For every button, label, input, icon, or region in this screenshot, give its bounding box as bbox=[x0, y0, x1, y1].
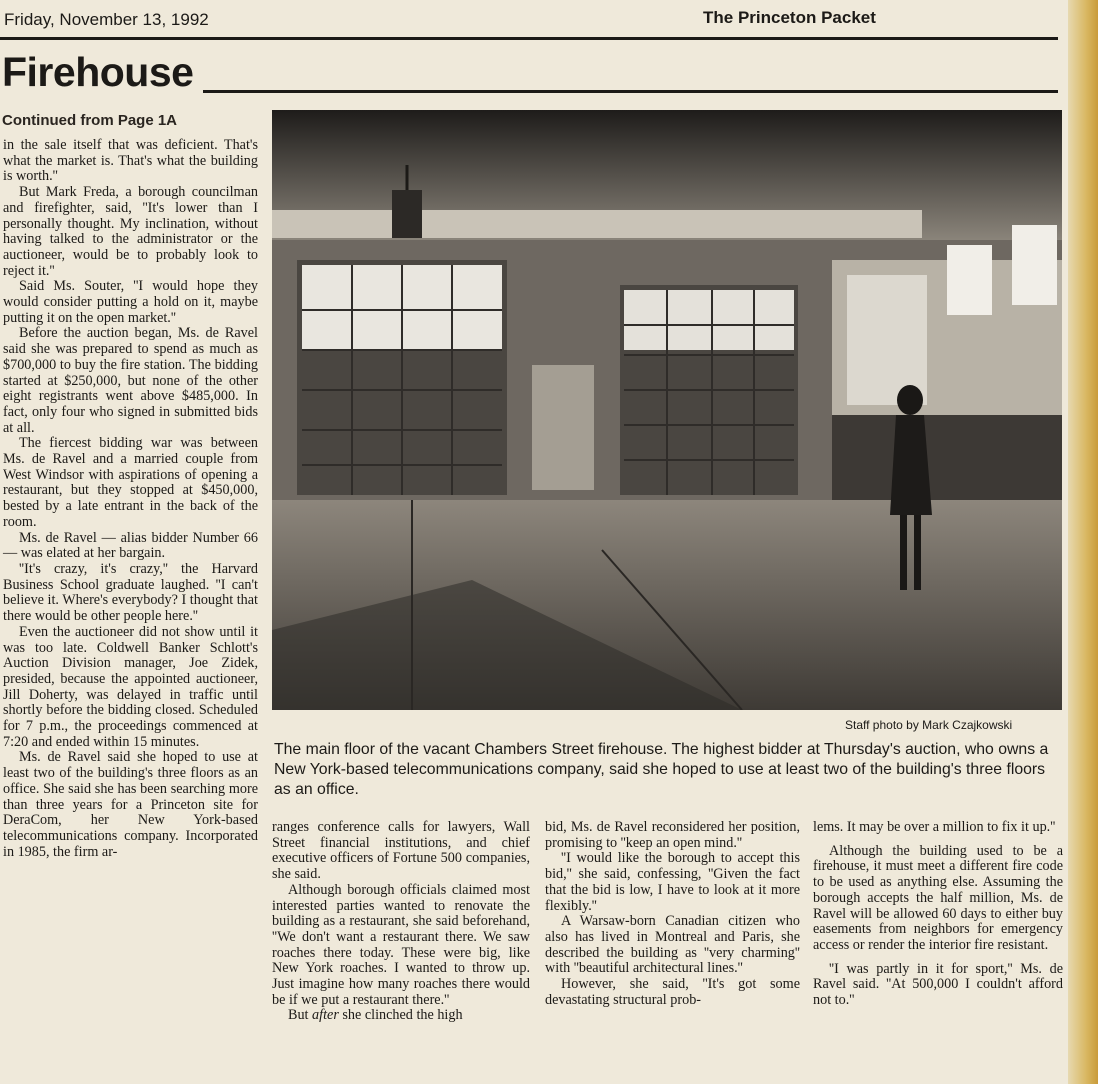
article-column-1 bbox=[3, 138, 258, 860]
paragraph: Although borough officials claimed most interested parties wanted to renovate the building as a restaurant, she said beforehand, ''We don't want a restaurant there. We saw roaches there today. These were big, like New York roaches. I wanted to throw up. Just imagine how many roaches there would be if we put a restaurant there.'' bbox=[272, 881, 530, 1008]
paragraph: Ms. de Ravel said she hoped to use at least two of the building's three floors as an office. She said she has been searching more than three years for a Princeton site for DeraCom, her New York-based telecommunications company. Incorporated in 1985, the firm ar- bbox=[3, 749, 258, 860]
paragraph: Although the building used to be a firehouse, it must meet a different fire code to be used as anything else. Assuming the borough accepts the half million, Ms. de Ravel will be allowed 60 days to either buy easements from neighbors for emergency access or render the interior fire resistant. bbox=[813, 842, 1063, 953]
header-rule bbox=[0, 37, 1058, 40]
paragraph-last: But after she clinched the high bbox=[288, 1007, 463, 1024]
headline-rule bbox=[203, 90, 1058, 93]
firehouse-photo bbox=[272, 110, 1062, 710]
paragraph: ranges conference calls for lawyers, Wall Street financial institutions, and chief executive officers of Fortune 500 companies, she said. bbox=[272, 819, 530, 883]
photo-caption: The main floor of the vacant Chambers Street firehouse. The highest bidder at Thursday's auction, who owns a New York-based telecommunications company, said she hoped to use at least two of the building's three floors as an office. bbox=[274, 741, 1049, 798]
firehouse-interior-image bbox=[272, 110, 1062, 710]
photo-credit: Staff photo by Mark Czajkowski bbox=[845, 718, 1013, 732]
paragraph: Before the auction began, Ms. de Ravel said she was prepared to spend as much as $700,000 to buy the fire station. The bidding started at $250,000, but none of the other eight registrants went above $485,000. In fact, only four who signed in submitted bids at all. bbox=[3, 325, 258, 436]
paragraph: Said Ms. Souter, ''I would hope they would consider putting a hold on it, maybe putting it on the open market.'' bbox=[3, 278, 258, 326]
paragraph: ''It's crazy, it's crazy,'' the Harvard Business School graduate laughed. ''I can't believe it. Where's everybody? I thought that there would be other people here.'' bbox=[3, 560, 258, 625]
article-column-2 bbox=[272, 820, 530, 1024]
paragraph: ''I was partly in it for sport,'' Ms. de Ravel said. ''At 500,000 I couldn't afford not to.'' bbox=[813, 960, 1063, 1009]
paragraph: lems. It may be over a million to fix it up.'' bbox=[813, 819, 1056, 835]
page-edge bbox=[1068, 0, 1098, 1084]
publication-name: The Princeton Packet bbox=[703, 8, 876, 27]
article-column-3 bbox=[545, 820, 800, 1008]
paragraph: However, she said, ''It's got some devastating structural prob- bbox=[545, 976, 800, 1008]
paragraph: Even the auctioneer did not show until it was too late. Coldwell Banker Schlott's Auction Division manager, Joe Zidek, presided, because the appointed auctioneer, Jill Doherty, was delayed in traffic until shortly before the bidding closed. Scheduled for 7 p.m., the proceedings commenced at 7:20 and ended within 15 minutes. bbox=[3, 623, 258, 750]
continued-label: Continued from Page 1A bbox=[2, 112, 178, 129]
paragraph: A Warsaw-born Canadian citizen who also has lived in Montreal and Paris, she described the building as ''very charming'' with ''beautiful architectural lines.'' bbox=[545, 913, 800, 977]
paragraph: But Mark Freda, a borough councilman and firefighter, said, ''It's lower than I personally thought. My inclination, without having talked to the administrator or the auctioneer, would be to probably look to reject it.'' bbox=[3, 184, 258, 279]
paragraph: The fiercest bidding war was between Ms. de Ravel and a married couple from West Windsor with aspirations of opening a restaurant, but they stopped at $450,000, bested by a late entrant in the back of the room. bbox=[3, 435, 258, 530]
article-column-4 bbox=[813, 820, 1063, 1009]
headline: Firehouse bbox=[2, 49, 194, 95]
issue-date: Friday, November 13, 1992 bbox=[4, 10, 209, 29]
paragraph: Ms. de Ravel — alias bidder Number 66 — was elated at her bargain. bbox=[3, 529, 258, 562]
paragraph: ''I would like the borough to accept this bid,'' she said, confessing, ''Given the fact that the bid is low, I have to look at it more flexibly.'' bbox=[545, 850, 800, 914]
paragraph: bid, Ms. de Ravel reconsidered her position, promising to ''keep an open mind.'' bbox=[545, 819, 800, 851]
paragraph: in the sale itself that was deficient. That's what the market is. That's what the building is worth.'' bbox=[3, 137, 258, 185]
